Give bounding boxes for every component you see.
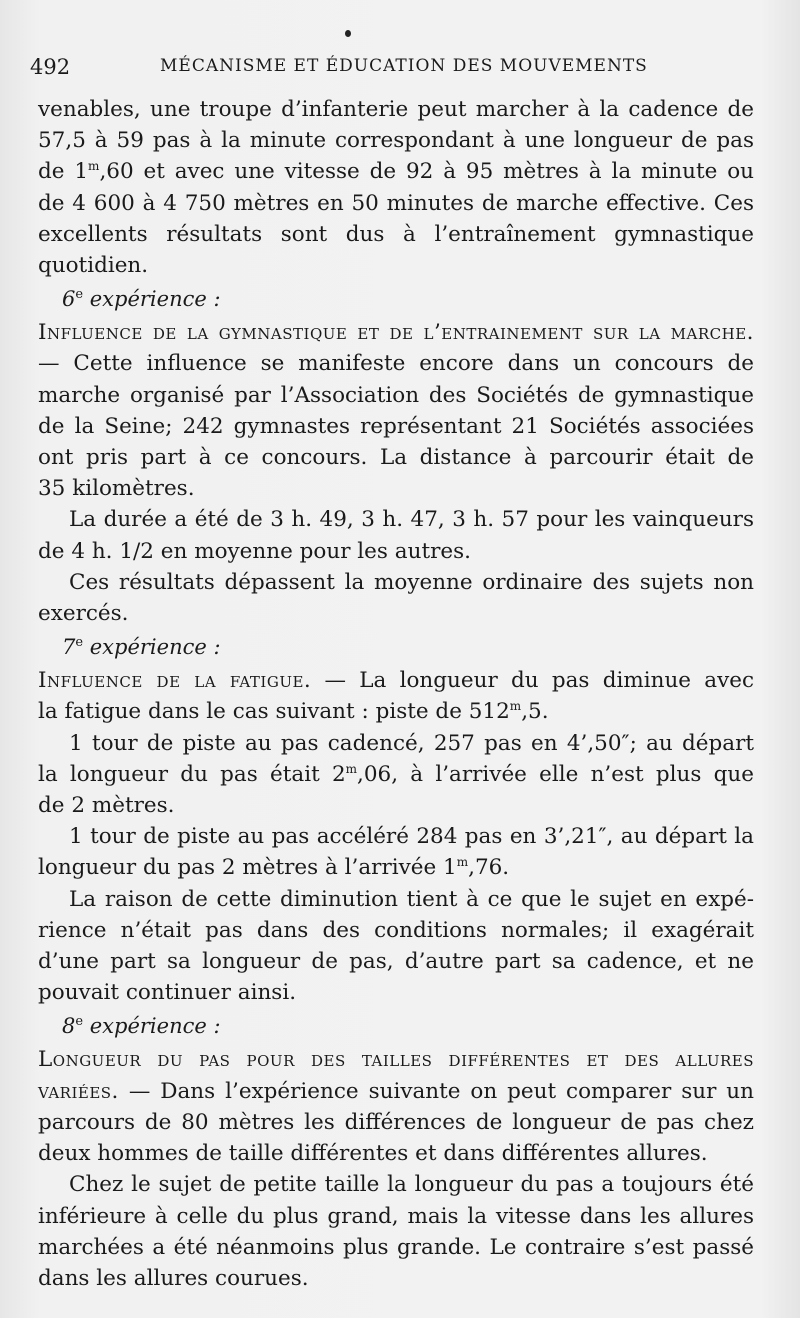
- text-line: venables, une troupe d’infanterie peut marcher à la cadence de: [38, 97, 754, 122]
- text-line: La durée a été de 3 h. 49, 3 h. 47, 3 h. 57 pour les vainqueurs: [69, 507, 754, 533]
- text-line: exercés.: [38, 601, 129, 627]
- running-title: MÉCANISME ET ÉDUCATION DES MOUVEMENTS: [160, 56, 648, 76]
- text-line: de 4 600 à 4 750 mètres en 50 minutes de marche effective. Ces: [38, 190, 754, 216]
- text-line: de 1$^m$,60 et avec une vitesse de 92 à 95 mètres à la minute ou: [38, 159, 755, 185]
- section-title: variées.: [38, 1078, 119, 1104]
- text-line: marche organisé par l’Association des Sociétés de gymnastique: [38, 382, 754, 408]
- text-line: ont pris part à ce concours. La distance à parcourir était de: [38, 445, 754, 471]
- section-title: Influence de la fatigue.: [38, 668, 312, 694]
- text-line: de 2 mètres.: [38, 793, 175, 819]
- text-line: d’une part sa longueur de pas, d’autre part sa cadence, et ne: [38, 949, 754, 975]
- section-title: Influence de la gymnastique et de l’entrainement sur la marche.: [38, 320, 754, 346]
- text-line: marchées a été néanmoins plus grande. Le contraire s’est passé: [38, 1234, 754, 1260]
- text-line: de 4 h. 1/2 en moyenne pour les autres.: [38, 538, 471, 564]
- text-line: 57,5 à 59 pas à la minute correspondant à une longueur de pas: [38, 128, 754, 154]
- text-line: excellents résultats sont dus à l’entraînement gymnastique: [38, 221, 754, 247]
- section-title: Longueur du pas pour des tailles différentes et des allures: [38, 1047, 754, 1073]
- text-line: — Cette influence se manifeste encore dans un concours de: [38, 351, 754, 377]
- running-head: [30, 52, 730, 84]
- ink-dot: [345, 30, 351, 37]
- text-line: de la Seine; 242 gymnastes représentant 21 Sociétés associées: [38, 413, 754, 439]
- text-line: dans les allures courues.: [38, 1265, 309, 1291]
- text-line: parcours de 80 mètres les différences de longueur de pas chez: [38, 1109, 754, 1135]
- text-line: variées. — Dans l’expérience suivante on peut comparer sur un: [38, 1078, 754, 1104]
- section-heading: 8e expérience :: [62, 1014, 221, 1039]
- text-line: 35 kilomètres.: [38, 476, 195, 502]
- section-heading: 6e expérience :: [62, 287, 221, 312]
- text-line: 1 tour de piste au pas cadencé, 257 pas en 4’,50″; au départ: [69, 730, 754, 756]
- text-line: quotidien.: [38, 253, 149, 279]
- text-line: deux hommes de taille différentes et dans différentes allures.: [38, 1141, 708, 1167]
- page-number: 492: [30, 55, 71, 79]
- text-line: Chez le sujet de petite taille la longueur du pas a toujours été: [69, 1172, 754, 1198]
- text-line: La raison de cette diminution tient à ce que le sujet en expé-: [69, 886, 754, 912]
- text-line: Ces résultats dépassent la moyenne ordinaire des sujets non: [69, 569, 754, 595]
- section-heading: 7e expérience :: [62, 635, 221, 660]
- text-line: inférieure à celle du plus grand, mais la vitesse dans les allures: [38, 1203, 754, 1229]
- text-line: 1 tour de piste au pas accéléré 284 pas en 3’,21″, au départ la: [69, 824, 754, 850]
- page-body: [38, 94, 754, 1294]
- text-line: Influence de la fatigue. — La longueur du pas diminue avec: [38, 668, 754, 694]
- text-line: longueur du pas 2 mètres à l’arrivée 1$^m$,76.: [38, 855, 510, 881]
- text-line: pouvait continuer ainsi.: [38, 980, 297, 1006]
- text-line: la fatigue dans le cas suivant : piste de 512$^m$,5.: [38, 699, 549, 725]
- text-line: rience n’était pas dans des conditions normales; il exagérait: [38, 917, 754, 943]
- text-line: la longueur du pas était 2$^m$,06, à l’arrivée elle n’est plus que: [38, 761, 754, 787]
